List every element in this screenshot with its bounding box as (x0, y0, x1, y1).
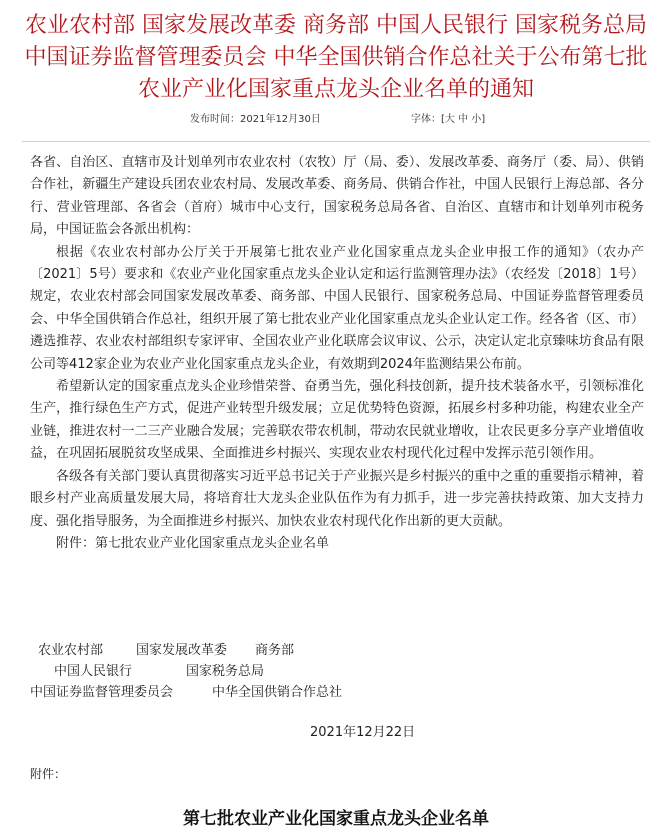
font-bracket-open: [ (441, 114, 445, 125)
publish-info (190, 113, 321, 127)
issue-date: 2021年12月22日 (310, 725, 416, 740)
publish-label: 发布时间： (190, 114, 240, 125)
font-size-label: 字体： (411, 114, 441, 125)
signatory-row-1 (0, 640, 672, 662)
signatory-moa: 农业农村部 (38, 643, 104, 658)
publish-date: 2021年12月30日 (240, 114, 321, 125)
attachment-list-title: 第七批农业产业化国家重点龙头企业名单 (183, 809, 489, 829)
basis-paragraph: 根据《农业农村部办公厅关于开展第七批农业产业化国家重点龙头企业申报工作的通知》（农办产〔2021〕5号）要求和《农业产业化国家重点龙头企业认定和运行监测管理办法》（农经发〔2018〕1号）规定，农业农村部会同国家发展改革委、商务部、中国人民银行、国家税务总局、中国证券监督管理委员会、中华全国供销合作总社，组织开展了第七批农业产业化国家重点龙头企业认定工作。经各省（区、市）遴选推荐、农业农村部组织专家评审、全国农业产业化联席会议审议、公示，决定认定北京臻味坊食品有限公司等412家企业为农业产业化国家重点龙头企业，有效期到2024年监测结果公布前。 (30, 244, 644, 372)
signatory-row-3 (0, 682, 672, 704)
signatory-mofcom: 商务部 (255, 643, 295, 658)
addressees-paragraph: 各省、自治区、直辖市及计划单列市农业农村（农牧）厅（局、委）、发展改革委、商务厅（委、局）、供销合作社，新疆生产建设兵团农业农村局、发展改革委、商务局、供销合作社，中国人民银行上海总部、各分行、营业管理部、各省会（首府）城市中心支行，国家税务总局各省、自治区、直辖市和计划单列市税务局，中国证监会各派出机构： (30, 155, 644, 238)
font-size-control (411, 113, 485, 127)
font-size-medium-button[interactable]: 中 (458, 114, 469, 125)
notice-body (30, 152, 644, 555)
signatory-row-2 (0, 661, 672, 683)
title-line-2: 中国证券监督管理委员会 中华全国供销合作总社关于公布第七批 (24, 45, 648, 70)
title-line-3: 农业产业化国家重点龙头企业名单的通知 (137, 77, 534, 102)
signatory-csrc: 中国证券监督管理委员会 (30, 685, 174, 700)
attachment-reference: 附件：第七批农业产业化国家重点龙头企业名单 (56, 535, 330, 551)
signatory-acfsmc: 中华全国供销合作总社 (212, 685, 343, 700)
meta-divider (22, 141, 650, 142)
font-size-small-button[interactable]: 小 (471, 114, 482, 125)
attachment-label: 附件： (30, 767, 67, 781)
expectation-paragraph: 希望新认定的国家重点龙头企业珍惜荣誉、奋勇当先，强化科技创新，提升技术装备水平，引领标准化生产，推行绿色生产方式，促进产业转型升级发展；立足优势特色资源，拓展乡村多种功能，构建农业全产业链，推进农村一二三产业融合发展；完善联农带农机制，带动农民就业增收，让农民更多分享产业增值收益，在巩固拓展脱贫攻坚成果、全面推进乡村振兴、实现农业农村现代化过程中发挥示范引领作用。 (30, 379, 644, 462)
article-meta (0, 113, 672, 127)
signatory-ndrc: 国家发展改革委 (136, 643, 228, 658)
requirement-paragraph: 各级各有关部门要认真贯彻落实习近平总书记关于产业振兴是乡村振兴的重中之重的重要指示精神，着眼乡村产业高质量发展大局，将培育壮大龙头企业队伍作为有力抓手，进一步完善扶持政策、加大支持力度、强化指导服务，为全面推进乡村振兴、加快农业农村现代化作出新的更大贡献。 (30, 468, 644, 529)
font-bracket-close: ] (481, 114, 486, 125)
signatory-pboc: 中国人民银行 (54, 664, 133, 679)
title-line-1: 农业农村部 国家发展改革委 商务部 中国人民银行 国家税务总局 (25, 13, 647, 38)
signatory-sta: 国家税务总局 (186, 664, 265, 679)
font-size-large-button[interactable]: 大 (444, 114, 455, 125)
notice-title (20, 10, 652, 106)
